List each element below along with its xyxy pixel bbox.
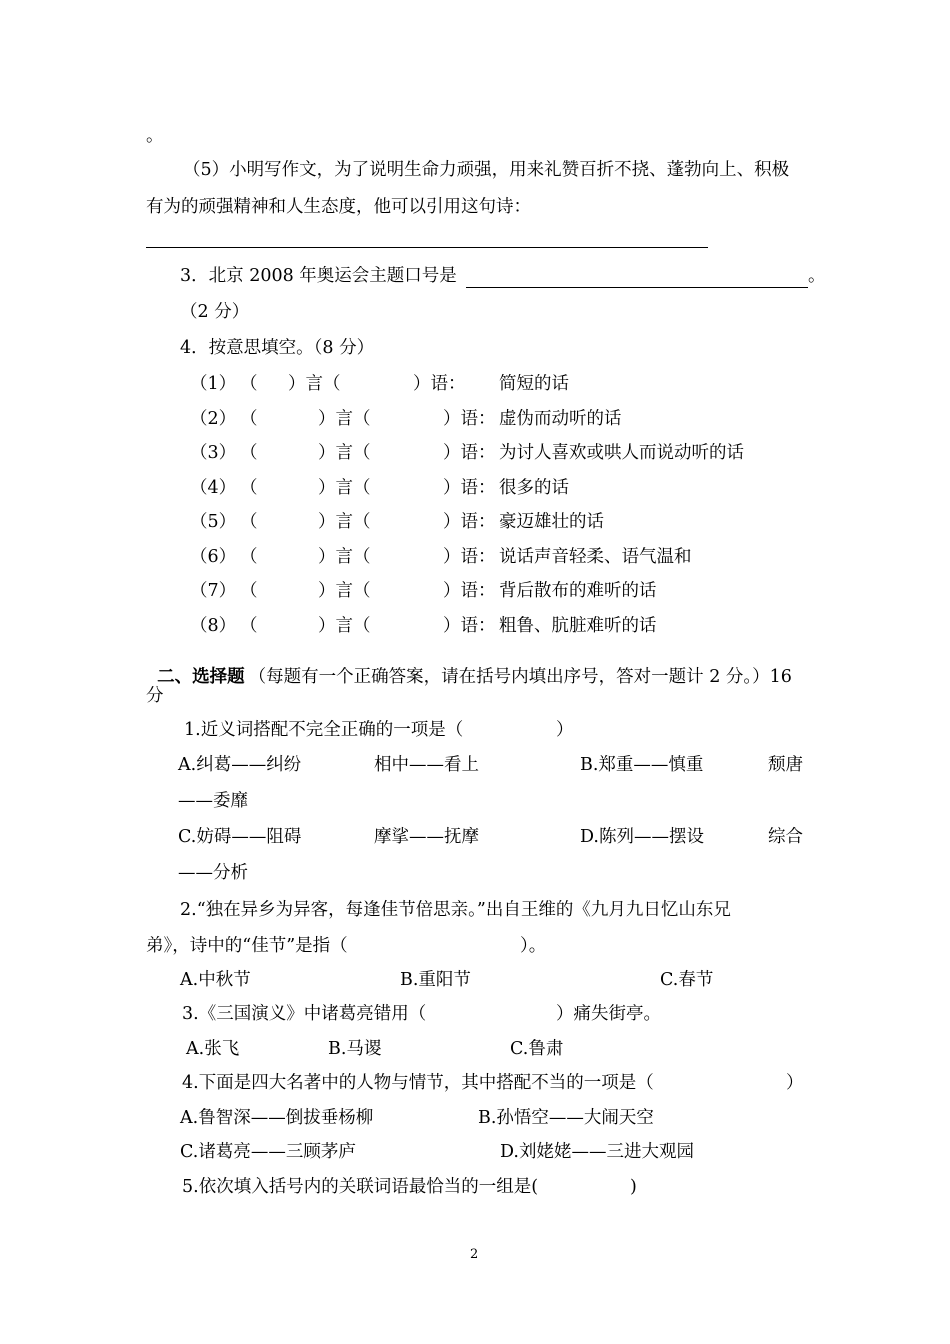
fill-item-7-item-number: （7） — [190, 581, 237, 601]
fill-item-1-yu-text: ）语： — [413, 374, 466, 394]
question-5-line2: 有为的顽强精神和人生态度，他可以引用这句诗： — [146, 197, 531, 217]
option-d1: D.陈列——摆设 — [580, 827, 704, 847]
fill-item-2-open-paren: （ — [240, 409, 258, 429]
choice-q1: 1.近义词搭配不完全正确的一项是（ — [184, 720, 464, 740]
fill-item-1-yan-text: ）言（ — [288, 374, 341, 394]
question-3-text: 3．北京 2008 年奥运会主题口号是 — [180, 266, 457, 286]
option-b1: B.郑重——慎重 — [580, 755, 704, 775]
fill-item-6-meaning-text: 说话声音轻柔、语气温和 — [499, 547, 692, 567]
fill-item-6-yan-text: ）言（ — [318, 547, 371, 567]
option-q3-a: A.张飞 — [186, 1039, 240, 1059]
fill-item-5-meaning-text: 豪迈雄壮的话 — [499, 512, 604, 532]
fill-item-7-meaning-text: 背后散布的难听的话 — [499, 581, 657, 601]
fill-item-4-open-paren: （ — [240, 478, 258, 498]
fill-item-1-item-number: （1） — [190, 374, 237, 394]
fill-item-3-yu-text: ）语： — [443, 443, 496, 463]
fill-item-3-yan-text: ）言（ — [318, 443, 371, 463]
answer-blank-line — [146, 247, 708, 248]
stray-period: 。 — [146, 126, 164, 146]
fill-item-7-yu-text: ）语： — [443, 581, 496, 601]
fill-item-8-yu-text: ）语： — [443, 616, 496, 636]
option-a1: A.纠葛——纠纷 — [178, 755, 302, 775]
option-q4-d: D.刘姥姥——三进大观园 — [500, 1142, 694, 1162]
option-q4-a: A.鲁智深——倒拔垂杨柳 — [180, 1108, 374, 1128]
fill-item-7-yan-text: ）言（ — [318, 581, 371, 601]
option-q2-a: A.中秋节 — [180, 970, 251, 990]
question-4-title: 4．按意思填空。（8 分） — [180, 338, 375, 358]
fill-item-1-open-paren: （ — [240, 374, 258, 394]
option-q4-c: C.诸葛亮——三顾茅庐 — [180, 1142, 356, 1162]
option-c1: C.妨碍——阻碍 — [178, 827, 302, 847]
choice-q2-close: ）。 — [520, 936, 547, 956]
option-c2: 摩挲——抚摩 — [374, 827, 479, 847]
choice-q2-line2: 弟》，诗中的“佳节”是指（ — [146, 936, 348, 956]
fill-item-3-meaning-text: 为讨人喜欢或哄人而说动听的话 — [499, 443, 744, 463]
option-b2-cont: ——委靡 — [178, 791, 248, 811]
fill-item-7-open-paren: （ — [240, 581, 258, 601]
option-b2: 颓唐 — [768, 755, 803, 775]
fill-item-5-yan-text: ）言（ — [318, 512, 371, 532]
answer-blank-line — [466, 287, 808, 288]
fill-item-1-meaning-text: 简短的话 — [499, 374, 569, 394]
choice-q5-close: ) — [630, 1177, 637, 1197]
fill-item-4-meaning-text: 很多的话 — [499, 478, 569, 498]
fill-item-3-item-number: （3） — [190, 443, 237, 463]
choice-q3-close: ）痛失街亭。 — [556, 1004, 661, 1024]
option-q3-b: B.马谡 — [328, 1039, 382, 1059]
fill-item-5-open-paren: （ — [240, 512, 258, 532]
fill-item-5-yu-text: ）语： — [443, 512, 496, 532]
option-q4-b: B.孙悟空——大闹天空 — [478, 1108, 654, 1128]
page-number: 2 — [470, 1247, 479, 1262]
section-heading: 二、选择题 — [157, 666, 245, 687]
option-a2: 相中——看上 — [374, 755, 479, 775]
fill-item-4-item-number: （4） — [190, 478, 237, 498]
question-3-period: 。 — [808, 266, 826, 286]
fill-item-2-yu-text: ）语： — [443, 409, 496, 429]
choice-q2-line1: 2.“独在异乡为异客，每逢佳节倍思亲。”出自王维的《九月九日忆山东兄 — [180, 900, 731, 920]
question-5-line1: （5）小明写作文，为了说明生命力顽强，用来礼赞百折不挠、蓬勃向上、积极 — [183, 160, 790, 180]
fill-item-5-item-number: （5） — [190, 512, 237, 532]
choice-q1-close: ） — [556, 720, 574, 740]
fill-item-8-open-paren: （ — [240, 616, 258, 636]
fill-item-2-item-number: （2） — [190, 409, 237, 429]
option-d2-cont: ——分析 — [178, 863, 248, 883]
fill-item-8-meaning-text: 粗鲁、肮脏难听的话 — [499, 616, 657, 636]
choice-q3: 3.《三国演义》中诸葛亮错用（ — [182, 1004, 427, 1024]
choice-q4-close: ） — [786, 1073, 804, 1093]
fill-item-6-yu-text: ）语： — [443, 547, 496, 567]
section-score-tail: 分 — [146, 686, 164, 706]
option-q3-c: C.鲁肃 — [510, 1039, 564, 1059]
fill-item-2-yan-text: ）言（ — [318, 409, 371, 429]
fill-item-4-yan-text: ）言（ — [318, 478, 371, 498]
fill-item-6-open-paren: （ — [240, 547, 258, 567]
fill-item-8-item-number: （8） — [190, 616, 237, 636]
fill-item-6-item-number: （6） — [190, 547, 237, 567]
fill-item-3-open-paren: （ — [240, 443, 258, 463]
fill-item-4-yu-text: ）语： — [443, 478, 496, 498]
option-q2-c: C.春节 — [660, 970, 714, 990]
question-3-score: （2 分） — [180, 302, 250, 322]
fill-item-8-yan-text: ）言（ — [318, 616, 371, 636]
choice-q5: 5.依次填入括号内的关联词语最恰当的一组是( — [182, 1177, 539, 1197]
option-d2: 综合 — [768, 827, 803, 847]
section-instruction: （每题有一个正确答案，请在括号内填出序号，答对一题计 2 分。）16 — [248, 666, 792, 687]
fill-item-2-meaning-text: 虚伪而动听的话 — [499, 409, 622, 429]
section-2-title — [146, 651, 792, 686]
option-q2-b: B.重阳节 — [400, 970, 471, 990]
choice-q4: 4.下面是四大名著中的人物与情节，其中搭配不当的一项是（ — [182, 1073, 654, 1093]
